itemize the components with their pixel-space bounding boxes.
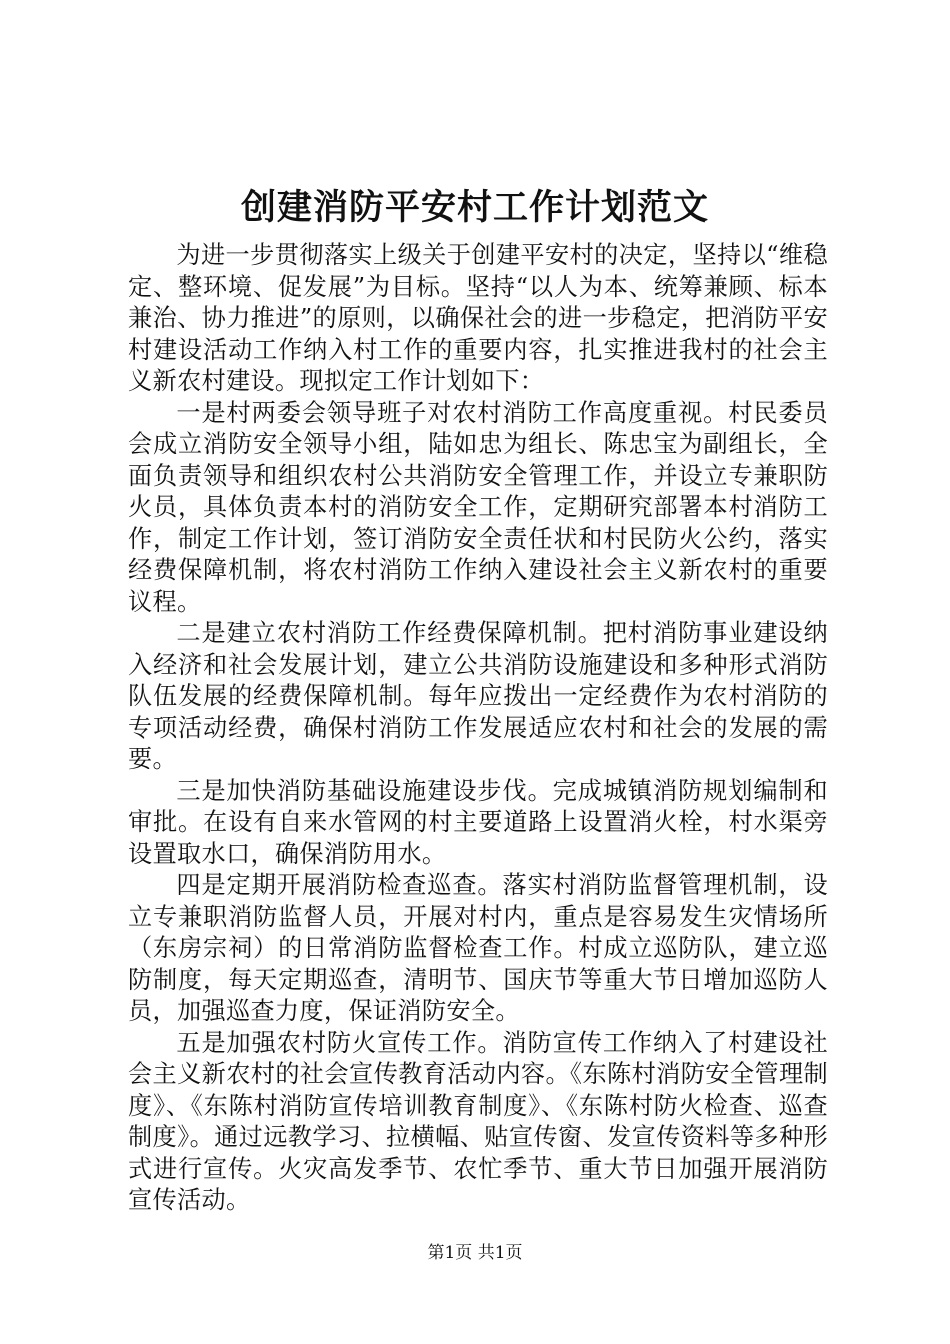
paragraph-intro: 为进一步贯彻落实上级关于创建平安村的决定，坚持以“维稳定、整环境、促发展”为目标。坚持“以人为本、统筹兼顾、标本兼治、协力推进”的原则，以确保社会的进一步稳定，把消防平安村建设活动工作纳入村工作的重要内容，扎实推进我村的社会主义新农村建设。现拟定工作计划如下： [128,241,828,395]
paragraph-point-4: 四是定期开展消防检查巡查。落实村消防监督管理机制，设立专兼职消防监督人员，开展对村内，重点是容易发生灾情场所（东房宗祠）的日常消防监督检查工作。村成立巡防队，建立巡防制度，每天定期巡查，清明节、国庆节等重大节日增加巡防人员，加强巡查力度，保证消防安全。 [128,871,828,1025]
paragraph-point-5: 五是加强农村防火宣传工作。消防宣传工作纳入了村建设社会主义新农村的社会宣传教育活动内容。《东陈村消防安全管理制度》、《东陈村消防宣传培训教育制度》、《东陈村防火检查、巡查制度》。通过远教学习、拉横幅、贴宣传窗、发宣传资料等多种形式进行宣传。火灾高发季节、农忙季节、重大节日加强开展消防宣传活动。 [128,1028,828,1214]
paragraph-point-1: 一是村两委会领导班子对农村消防工作高度重视。村民委员会成立消防安全领导小组，陆如忠为组长、陈忠宝为副组长，全面负责领导和组织农村公共消防安全管理工作，并设立专兼职防火员，具体负责本村的消防安全工作，定期研究部署本村消防工作，制定工作计划，签订消防安全责任状和村民防火公约，落实经费保障机制，将农村消防工作纳入建设社会主义新农村的重要议程。 [128,398,828,616]
page-footer: 第1页 共1页 [427,1243,523,1263]
document-title: 创建消防平安村工作计划范文 [240,187,709,228]
paragraph-point-2: 二是建立农村消防工作经费保障机制。把村消防事业建设纳入经济和社会发展计划，建立公共消防设施建设和多种形式消防队伍发展的经费保障机制。每年应拨出一定经费作为农村消防的专项活动经费，确保村消防工作发展适应农村和社会的发展的需要。 [128,619,828,773]
paragraph-point-3: 三是加快消防基础设施建设步伐。完成城镇消防规划编制和审批。在设有自来水管网的村主要道路上设置消火栓，村水渠旁设置取水口，确保消防用水。 [128,776,828,868]
document-body [128,240,828,1217]
